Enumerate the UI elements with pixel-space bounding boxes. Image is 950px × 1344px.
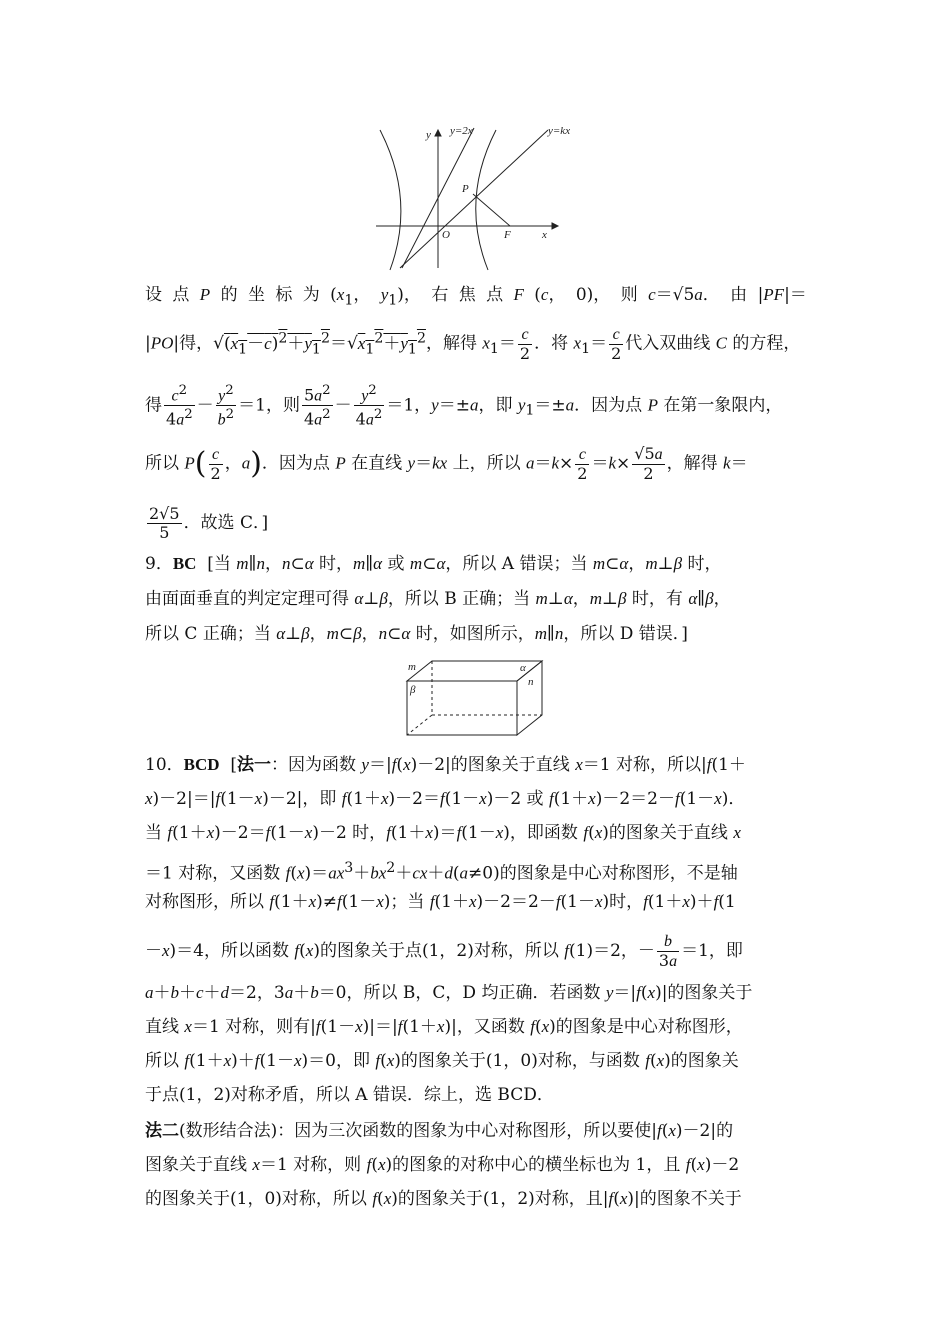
label-beta: β bbox=[410, 684, 416, 696]
text-line-12: ＝1 对称，又函数 $f(x)=ax^3+bx^2+cx+d(a\ne 0)$的图象是中心对称图形，不是轴 bbox=[145, 860, 738, 884]
x-axis-label: x bbox=[542, 229, 547, 241]
text-line-5: $\frac{2√5}{5}$ ．故选 C．] bbox=[149, 504, 269, 542]
text-line-11: 当 f(1＋x)－2＝f(1－x)－2 时，f(1＋x)＝f(1－x)，即函数 f(x)的图象关于直线 x bbox=[145, 823, 741, 843]
hyperbola-right-branch bbox=[476, 130, 496, 270]
segment-pf bbox=[473, 194, 510, 226]
text-line-14: －x)＝4，所以函数 f(x)的图象关于点(1，2)对称，所以 f(1)＝2，－ $\frac{b}{3a}$ ＝1，即 bbox=[145, 933, 743, 970]
text-line-1: 设 点 P 的 坐 标 为 ($x_1$， $y_1$)， 右 焦 点 F (c， 0)， 则 c＝√5a． 由 |PF|＝ bbox=[145, 285, 807, 309]
text-line-6: 9．BC [当 m∥n，n⊂α 时，m∥α 或 m⊂α，所以 A 错误；当 m⊂α，m⊥β 时， bbox=[145, 554, 722, 574]
hyperbola-figure bbox=[372, 122, 582, 272]
box-figure bbox=[404, 657, 554, 739]
label-alpha: α bbox=[520, 662, 526, 674]
text-line-16: 直线 x＝1 对称，则有|f(1－x)|＝|f(1＋x)|，又函数 f(x)的图象是中心对称图形， bbox=[145, 1017, 743, 1037]
text-line-15: a＋b＋c＋d＝2，3a＋b＝0，所以 B，C，D 均正确．若函数 y＝|f(x)|的图象关于 bbox=[145, 983, 753, 1003]
text-line-21: 的图象关于(1，0)对称，所以 f(x)的图象关于(1，2)对称，且|f(x)|的图象不关于 bbox=[145, 1189, 742, 1209]
box-front-face bbox=[407, 681, 517, 735]
text-line-17: 所以 f(1＋x)＋f(1－x)＝0，即 f(x)的图象关于(1，0)对称，与函数 f(x)的图象关 bbox=[145, 1051, 739, 1071]
text-line-4: 所以 P( $\frac{c}{2}$ ，a)．因为点 P 在直线 y＝kx 上，所以 a＝k× $\frac{c}{2}$ ＝k× $\frac{√5a}{2}$ ，解得 k＝ bbox=[145, 444, 748, 483]
text-line-9: 10．BCD [法一：因为函数 y＝|f(x)－2|的图象关于直线 x＝1 对称，所以|f(1＋ bbox=[145, 755, 746, 775]
origin-label: O bbox=[442, 229, 450, 241]
line-y-kx bbox=[400, 130, 548, 268]
text-line-7: 由面面垂直的判定定理可得 α⊥β，所以 B 正确；当 m⊥α，m⊥β 时，有 α∥β， bbox=[145, 589, 731, 609]
label-m: m bbox=[408, 661, 416, 673]
text-line-3: 得 $\frac{c^2}{4a^2}$ － $\frac{y^2}{b^2}$ ＝1，则 $\frac{5a^2}{4a^2}$ － $\frac{y^2}{4a^2}$ ＝1，y＝±a，即 $y_1=\pm a$．因为点 P 在第一象限内， bbox=[145, 383, 783, 429]
focus-f-label: F bbox=[504, 229, 511, 241]
y-axis-label: y bbox=[426, 129, 431, 141]
text-line-2: |PO|得，$√(x_1-c)^2+y_1^2=√x_1^2+y_1^2$，解得 $x_1=$ $\frac{c}{2}$ ．将 $x_1=$ $\frac{c}{2}$ 代入双曲线 C 的方程， bbox=[145, 326, 801, 363]
text-line-18: 于点(1，2)对称矛盾，所以 A 错误．综上，选 BCD． bbox=[145, 1085, 554, 1105]
text-line-19: 法二(数形结合法)：因为三次函数的图象为中心对称图形，所以要使|f(x)－2|的 bbox=[145, 1121, 734, 1141]
text-line-8: 所以 C 正确；当 α⊥β，m⊂β，n⊂α 时，如图所示，m∥n，所以 D 错误．] bbox=[145, 624, 688, 644]
x-axis-arrow bbox=[552, 223, 558, 229]
hidden-edge-3 bbox=[407, 715, 432, 735]
text-line-20: 图象关于直线 x＝1 对称，则 f(x)的图象的对称中心的横坐标也为 1，且 f(x)－2 bbox=[145, 1155, 740, 1175]
text-line-10: x)－2|＝|f(1－x)－2|，即 f(1＋x)－2＝f(1－x)－2 或 f(1＋x)－2＝2－f(1－x)． bbox=[145, 789, 746, 809]
y-axis-arrow bbox=[435, 130, 441, 136]
line-2x-label: y=2x bbox=[450, 125, 473, 137]
line-kx-label: y=kx bbox=[548, 125, 571, 137]
label-n: n bbox=[528, 676, 534, 688]
text-line-13: 对称图形，所以 f(1＋x)≠f(1－x)；当 f(1＋x)－2＝2－f(1－x)时，f(1＋x)＋f(1 bbox=[145, 892, 736, 912]
hyperbola-left-branch bbox=[380, 130, 401, 270]
point-p-label: P bbox=[462, 183, 469, 195]
